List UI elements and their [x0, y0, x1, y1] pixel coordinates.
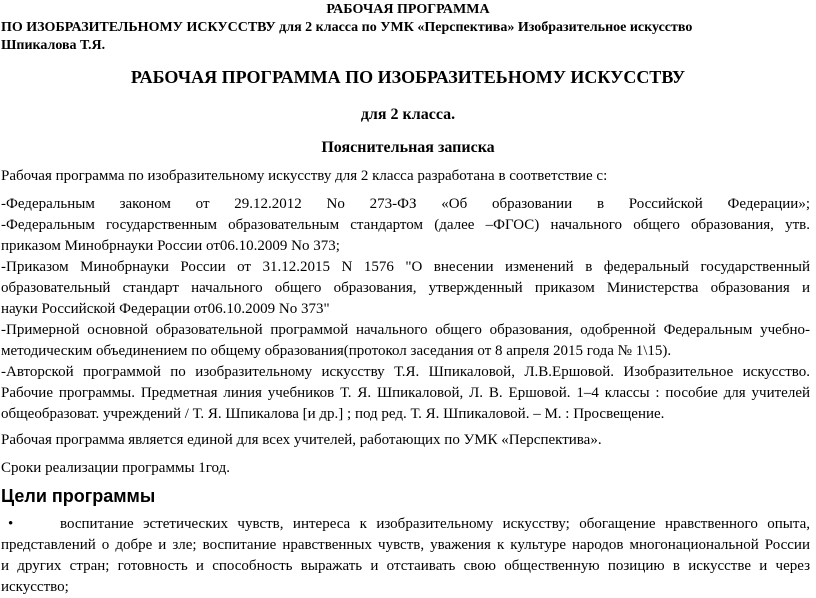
unified-paragraph: Рабочая программа является единой для всех учителей, работающих по УМК «Перспектива». [1, 432, 602, 448]
doc-line: -Федеральным государственным образовательным стандартом (далее –ФГОС) начального общего образования, утв. [1, 217, 810, 233]
doc-line: науки Российской Федерации от06.10.2009 No 373" [1, 301, 330, 317]
main-heading: РАБОЧАЯ ПРОГРАММА ПО ИЗОБРАЗИТЕЬНОМУ ИСКУССТВУ [130, 67, 686, 87]
doc-line: общеобразоват. учреждений / Т. Я. Шпикалова [и др.] ; под ред. Т. Я. Шпикаловой. – М. : Просвещение. [1, 406, 665, 422]
doc-line: приказом Минобрнауки России от06.10.2009 No 373; [1, 238, 340, 254]
doc-line: Рабочие программы. Предметная линия учебников Т. Я. Шпикаловой, Л. В. Ершовой. 1–4 классы : пособие для учителей [1, 385, 810, 401]
goals-heading: Цели программы [1, 486, 156, 506]
sub-heading: для 2 класса. [360, 106, 456, 123]
doc-line: -Федеральным законом от 29.12.2012 No 273-ФЗ «Об образовании в Российской Федерации»; [1, 196, 810, 212]
goal-line: представлений о добре и зле; воспитание нравственных чувств, уважения к культуре народов многонациональной России [1, 537, 810, 553]
goal-line: искусство; [1, 579, 69, 595]
bullet-icon: • [8, 516, 14, 532]
doc-line: -Авторской программой по изобразительному искусству Т.Я. Шпикаловой, Л.В.Ершовой. Изобразительное искусство. [1, 364, 810, 380]
doc-line: -Примерной основной образовательной программой начального общего образования, одобренной Федеральным учебно- [1, 322, 810, 338]
header-subtitle: ПО ИЗОБРАЗИТЕЛЬНОМУ ИСКУССТВУ для 2 класса по УМК «Перспектива» Изобразительное искусство [1, 20, 693, 35]
doc-line: методическим объединением по общему образования(протокол заседания от 8 апреля 2015 года № 1\15). [1, 343, 672, 359]
goal-line: воспитание эстетических чувств, интереса к изобразительному искусству; обогащение нравственного опыта, [60, 516, 810, 532]
note-title: Пояснительная записка [321, 139, 495, 156]
header-title: РАБОЧАЯ ПРОГРАММА [326, 2, 490, 17]
term-paragraph: Сроки реализации программы 1год. [1, 460, 231, 476]
goal-line: и других стран; готовность и способность выражать и отстаивать свою общественную позицию в искусстве и через [1, 558, 810, 574]
doc-line: образовательный стандарт начального общего образования, утвержденный приказом Министерства образования и [1, 280, 810, 296]
intro-paragraph: Рабочая программа по изобразительному искусству для 2 класса разработана в соответствие с: [1, 168, 608, 184]
header-author: Шпикалова Т.Я. [1, 38, 106, 53]
doc-line: -Приказом Минобрнауки России от 31.12.2015 N 1576 "О внесении изменений в федеральный государственный [1, 259, 810, 275]
